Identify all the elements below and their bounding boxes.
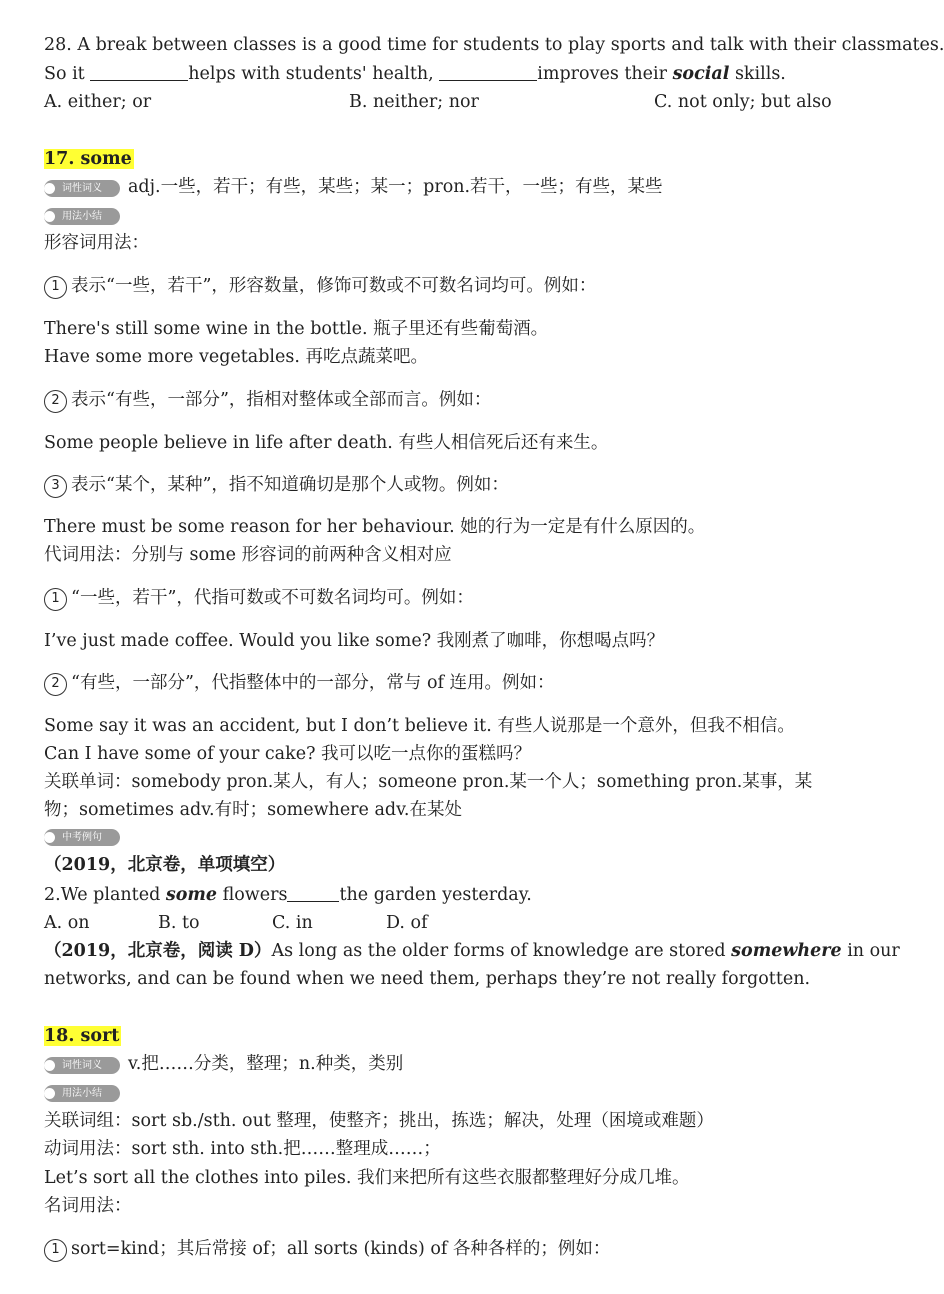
example-sentence: Some people believe in life after death. 有些人相信死后还有来生。: [44, 433, 609, 453]
tag-usage-badge: 用法小结: [44, 1085, 120, 1102]
exam-row: [44, 824, 128, 848]
answer-blank-2: [439, 64, 537, 81]
circled-number: 1: [44, 1239, 67, 1262]
adj-point-2: [44, 388, 491, 413]
option-a: A. either; or: [44, 92, 152, 112]
usage-row: [44, 203, 128, 227]
q28-text: helps with students' health,: [188, 64, 440, 84]
circled-number: 3: [44, 475, 67, 498]
noun-usage-title: 名词用法：: [44, 1196, 132, 1216]
q28-line1: 28. A break between classes is a good time for students to play sports and talk with their classmates.: [44, 35, 944, 55]
q28-text: skills.: [729, 64, 786, 84]
q28-text: improves their: [537, 64, 673, 84]
pron-point-2: [44, 671, 555, 696]
circled-number: 2: [44, 673, 67, 696]
exam-question: [44, 883, 532, 907]
example-sentence: Let’s sort all the clothes into piles. 我们来把所有这些衣服都整理好分成几堆。: [44, 1168, 690, 1188]
example-sentence: Have some more vegetables. 再吃点蔬菜吧。: [44, 347, 428, 367]
point-text: 表示“有些，一部分”，指相对整体或全部而言。例如：: [71, 390, 492, 410]
adj-point-3: [44, 473, 509, 498]
tag-meaning-badge: 词性词义: [44, 1057, 120, 1074]
circled-number: 1: [44, 276, 67, 299]
answer-blank: [287, 885, 339, 902]
option-c: C. in: [272, 913, 313, 933]
point-text: 表示“一些，若干”，形容数量，修饰可数或不可数名词均可。例如：: [71, 276, 597, 296]
example-sentence: There must be some reason for her behaviour. 她的行为一定是有什么原因的。: [44, 517, 706, 537]
tag-meaning-badge: 词性词义: [44, 180, 120, 197]
noun-point-1: [44, 1237, 610, 1262]
meaning-row: [44, 175, 663, 199]
exam-text: flowers: [217, 885, 288, 905]
option-d: D. of: [386, 913, 428, 933]
answer-blank-1: [90, 64, 188, 81]
pron-point-1: [44, 586, 474, 611]
q28-line2: [44, 62, 786, 86]
section-heading-sort: 18. sort: [44, 1026, 120, 1046]
adj-usage-title: 形容词用法：: [44, 233, 149, 253]
tag-exam-badge: 中考例句: [44, 829, 120, 846]
circled-number: 1: [44, 588, 67, 611]
verb-usage: 动词用法：sort sth. into sth.把……整理成……；: [44, 1139, 441, 1159]
section-heading-some: 17. some: [44, 149, 132, 169]
related-phrases: 关联词组：sort sb./sth. out 整理，使整齐；挑出，拣选；解决，处理（困境或难题）: [44, 1111, 714, 1131]
related-words-line2: 物；sometimes adv.有时；somewhere adv.在某处: [44, 800, 462, 820]
option-c: C. not only; but also: [654, 92, 832, 112]
related-words-line1: 关联单词：somebody pron.某人，有人；someone pron.某一个人；something pron.某事，某: [44, 772, 813, 792]
q28-text: So it: [44, 64, 91, 84]
pron-usage-title: 代词用法：分别与 some 形容词的前两种含义相对应: [44, 545, 452, 565]
exam-emphasis: somewhere: [731, 941, 842, 961]
circled-number: 2: [44, 390, 67, 413]
example-sentence: Some say it was an accident, but I don’t believe it. 有些人说那是一个意外，但我不相信。: [44, 716, 795, 736]
exam-source: （2019，北京卷，单项填空）: [44, 855, 286, 875]
exam-emphasis: some: [165, 885, 218, 905]
exam-text: As long as the older forms of knowledge are stored: [271, 941, 732, 961]
exam-reading-line1: [44, 939, 900, 963]
point-text: “一些，若干”，代指可数或不可数名词均可。例如：: [71, 588, 474, 608]
option-a: A. on: [44, 913, 90, 933]
exam-text: in our: [841, 941, 900, 961]
option-b: B. to: [158, 913, 200, 933]
adj-point-1: [44, 274, 596, 299]
exam-reading-line2: networks, and can be found when we need them, perhaps they’re not really forgotten.: [44, 969, 811, 989]
point-text: 表示“某个，某种”，指不知道确切是那个人或物。例如：: [71, 475, 509, 495]
exam-text: the garden yesterday.: [339, 885, 532, 905]
meaning-row: [44, 1052, 403, 1076]
exam-source: （2019，北京卷，阅读 D）: [44, 941, 272, 961]
exam-text: 2.We planted: [44, 885, 166, 905]
point-text: “有些，一部分”，代指整体中的一部分，常与 of 连用。例如：: [71, 673, 555, 693]
q28-emphasis: social: [672, 64, 730, 84]
example-sentence: Can I have some of your cake? 我可以吃一点你的蛋糕吗？: [44, 744, 532, 764]
tag-usage-badge: 用法小结: [44, 208, 120, 225]
point-text: sort=kind；其后常接 of；all sorts (kinds) of 各种各样的；例如：: [71, 1239, 611, 1259]
usage-row: [44, 1080, 128, 1104]
meaning-text: v.把……分类，整理；n.种类，类别: [128, 1054, 404, 1074]
example-sentence: I’ve just made coffee. Would you like some? 我刚煮了咖啡，你想喝点吗？: [44, 631, 665, 651]
meaning-text: adj.一些，若干；有些，某些；某一；pron.若干，一些；有些，某些: [128, 177, 663, 197]
option-b: B. neither; nor: [349, 92, 479, 112]
example-sentence: There's still some wine in the bottle. 瓶子里还有些葡萄酒。: [44, 319, 549, 339]
